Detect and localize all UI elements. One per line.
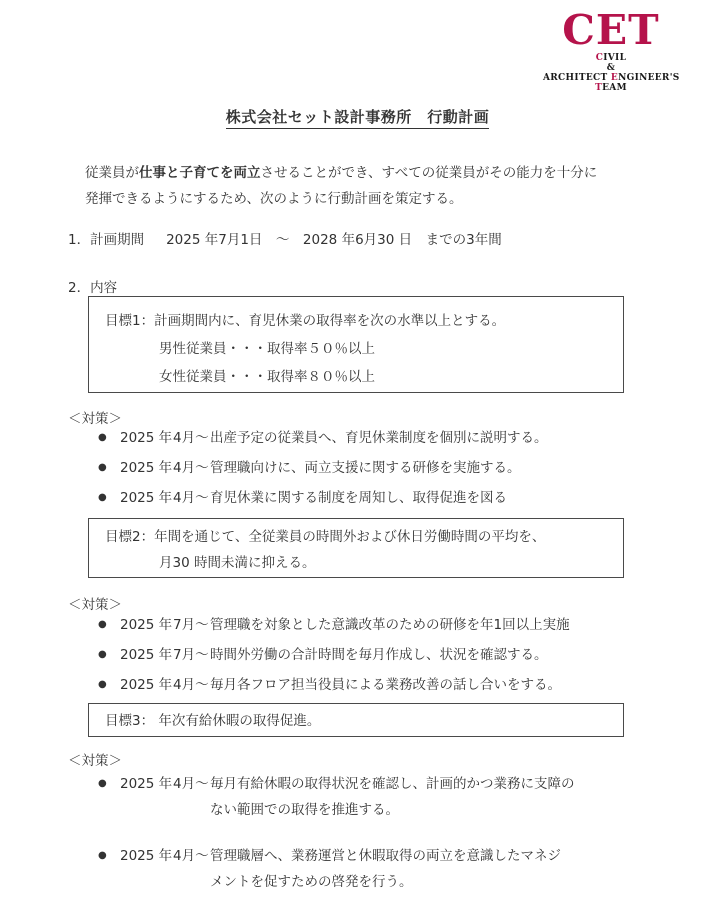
measure-text	[210, 843, 678, 895]
measure-month: 4月～	[173, 430, 209, 446]
bullet-icon: ●	[98, 619, 107, 630]
measure-year: 2025 年	[120, 430, 173, 446]
goal1-box	[88, 296, 624, 393]
measure-item	[98, 610, 678, 640]
goal1-line2: 男性従業員・・・取得率５０％以上	[159, 341, 375, 357]
logo-line-team	[543, 83, 679, 93]
measure-year: 2025 年	[120, 460, 173, 476]
plan-period-row	[68, 228, 502, 248]
measures3-label: ＜対策＞	[68, 753, 122, 769]
measure-text-line1: 毎月有給休暇の取得状況を確認し、計画的かつ業務に支障の	[210, 776, 575, 792]
intro-paragraph	[85, 160, 665, 212]
goal3-line1: 目標3： 年次有給休暇の取得促進。	[105, 713, 321, 729]
measure-item	[98, 640, 678, 670]
bullet-icon: ●	[98, 778, 107, 789]
measure-item	[98, 483, 678, 513]
logo-text: NGINEER'S	[618, 73, 680, 83]
measure-text-line2: メントを促すための啓発を行う。	[210, 874, 413, 890]
content-section-label: 2．内容	[68, 280, 118, 296]
logo-text: EAM	[602, 83, 627, 93]
logo-letter-e: E	[610, 73, 619, 83]
measure-month: 4月～	[173, 848, 209, 864]
measure-year: 2025 年	[120, 677, 173, 693]
bullet-icon: ●	[98, 432, 107, 443]
measures2-list	[98, 610, 678, 700]
logo-line-civil	[543, 53, 679, 63]
intro-line-2: 発揮できるようにするため、次のように行動計画を策定する。	[85, 191, 463, 207]
measure-text: 管理職向けに、両立支援に関する研修を実施する。	[210, 460, 521, 476]
goal2-line1: 目標2：年間を通じて、全従業員の時間外および休日労働時間の平均を、	[105, 529, 546, 545]
measure-text: 毎月各フロア担当役員による業務改善の話し合いをする。	[210, 677, 561, 693]
plan-period-label: 1．計画期間	[68, 232, 145, 248]
measure-text: 時間外労働の合計時間を毎月作成し、状況を確認する。	[210, 647, 548, 663]
measure-text: 育児休業に関する制度を周知し、取得促進を図る	[210, 490, 507, 506]
measure-item	[98, 771, 678, 823]
measure-year: 2025 年	[120, 647, 173, 663]
measures3-list	[98, 771, 678, 895]
bullet-icon: ●	[98, 462, 107, 473]
measure-text-line1: 管理職層へ、業務運営と休暇取得の両立を意識したマネジ	[210, 848, 561, 864]
document-title: 株式会社セット設計事務所 行動計画	[226, 108, 490, 129]
bullet-icon: ●	[98, 492, 107, 503]
measure-month: 4月～	[173, 677, 209, 693]
goal2-box	[88, 518, 624, 578]
measure-text-line2: ない範囲での取得を推進する。	[210, 802, 399, 818]
intro-text: 従業員が	[85, 165, 139, 181]
goal3-box	[88, 703, 624, 737]
bullet-icon: ●	[98, 850, 107, 861]
measure-item	[98, 670, 678, 700]
logo-line-ampersand	[543, 63, 679, 73]
intro-text: させることができ、すべての従業員がその能力を十分に	[260, 165, 598, 181]
measure-text	[210, 771, 678, 823]
intro-bold-text: 仕事と子育てを両立	[139, 165, 261, 181]
company-logo	[543, 8, 679, 93]
measures1-list	[98, 423, 678, 513]
measure-month: 4月～	[173, 460, 209, 476]
bullet-icon: ●	[98, 679, 107, 690]
measures2-label: ＜対策＞	[68, 597, 122, 613]
measure-item	[98, 423, 678, 453]
plan-period-value: 2025 年7月1日 ～ 2028 年6月30 日 までの3年間	[166, 232, 502, 248]
logo-letter-c: C	[595, 53, 604, 63]
logo-text: ARCHITECT	[543, 73, 611, 83]
measure-year: 2025 年	[120, 848, 173, 864]
measure-month: 7月～	[173, 617, 209, 633]
measure-item	[98, 453, 678, 483]
logo-text: &	[606, 63, 616, 73]
logo-text: IVIL	[603, 53, 627, 63]
goal1-line3: 女性従業員・・・取得率８０％以上	[159, 369, 375, 385]
measure-year: 2025 年	[120, 490, 173, 506]
measure-text: 出産予定の従業員へ、育児休業制度を個別に説明する。	[210, 430, 548, 446]
logo-wordmark-cet: CET	[562, 6, 660, 54]
title-row	[0, 106, 715, 127]
intro-line-1	[85, 160, 665, 186]
measure-item	[98, 843, 678, 895]
measure-month: 4月～	[173, 776, 209, 792]
bullet-icon: ●	[98, 649, 107, 660]
logo-line-architect-engineers	[543, 73, 679, 83]
measure-year: 2025 年	[120, 776, 173, 792]
logo-letter-t: T	[595, 83, 603, 93]
measures1-label: ＜対策＞	[68, 411, 122, 427]
measure-month: 4月～	[173, 490, 209, 506]
goal1-line1: 目標1：計画期間内に、育児休業の取得率を次の水準以上とする。	[105, 313, 506, 329]
measure-year: 2025 年	[120, 617, 173, 633]
measure-month: 7月～	[173, 647, 209, 663]
measure-text: 管理職を対象とした意識改革のための研修を年1回以上実施	[210, 617, 570, 633]
goal2-line2: 月30 時間未満に抑える。	[159, 555, 316, 571]
